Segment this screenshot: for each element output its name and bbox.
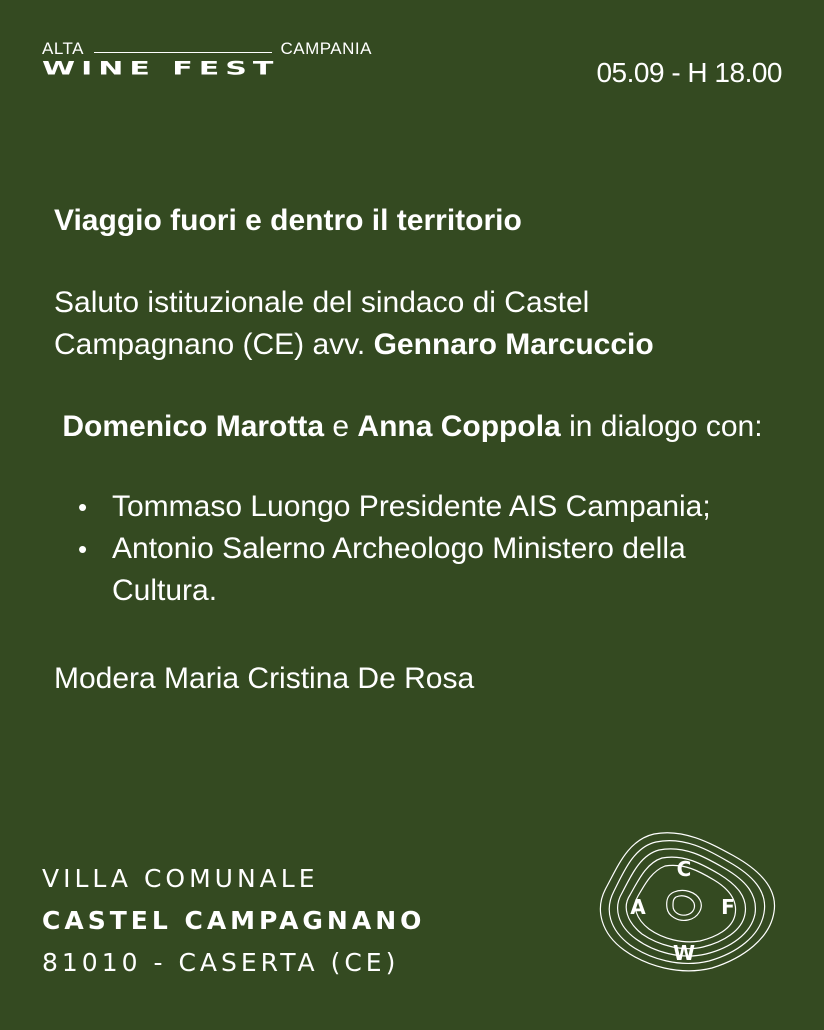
- festival-logo: [42, 40, 372, 88]
- list-item: [54, 486, 774, 528]
- logo-campania: CAMPANIA: [280, 39, 372, 58]
- dialogue-paragraph: [54, 406, 774, 448]
- speaker-2: Anna Coppola: [357, 410, 561, 443]
- dialogue-text: in dialogo con:: [560, 410, 763, 443]
- venue-line-3: 81010 - CASERTA (CE): [42, 948, 400, 977]
- greeting-paragraph: [54, 282, 774, 366]
- speaker-1: Domenico Marotta: [62, 410, 325, 443]
- greeting-text: Saluto istituzionale del sindaco di Castel Campagnano (CE) avv.: [54, 286, 590, 361]
- emblem-letter-c: C: [676, 857, 692, 881]
- emblem-letter-f: F: [721, 895, 735, 919]
- topographic-map-icon: [594, 826, 780, 974]
- bullet-icon: •: [78, 492, 88, 522]
- guest-text: Tommaso Luongo Presidente AIS Campania;: [112, 490, 711, 523]
- emblem-letter-w: W: [672, 941, 696, 965]
- logo-rule: [94, 52, 272, 53]
- venue-line-1: VILLA COMUNALE: [42, 864, 319, 893]
- moderator: Modera Maria Cristina De Rosa: [54, 662, 475, 695]
- event-description: [54, 200, 774, 700]
- list-item: [54, 528, 774, 612]
- event-datetime: 05.09 - H 18.00: [596, 57, 782, 88]
- logo-wine-fest: WINE FEST: [42, 57, 280, 80]
- bullet-icon: •: [78, 534, 88, 564]
- event-title: Viaggio fuori e dentro il territorio: [54, 204, 522, 237]
- guest-text: Antonio Salerno Archeologo Ministero della Cultura.: [112, 532, 686, 607]
- mayor-name: Gennaro Marcuccio: [373, 328, 654, 361]
- venue-line-2: CASTEL CAMPAGNANO: [42, 906, 426, 935]
- emblem-letter-a: A: [630, 895, 646, 919]
- logo-alta: ALTA: [42, 39, 84, 58]
- guest-list: [54, 486, 774, 612]
- conjunction: e: [324, 410, 358, 443]
- venue-address: [42, 858, 425, 984]
